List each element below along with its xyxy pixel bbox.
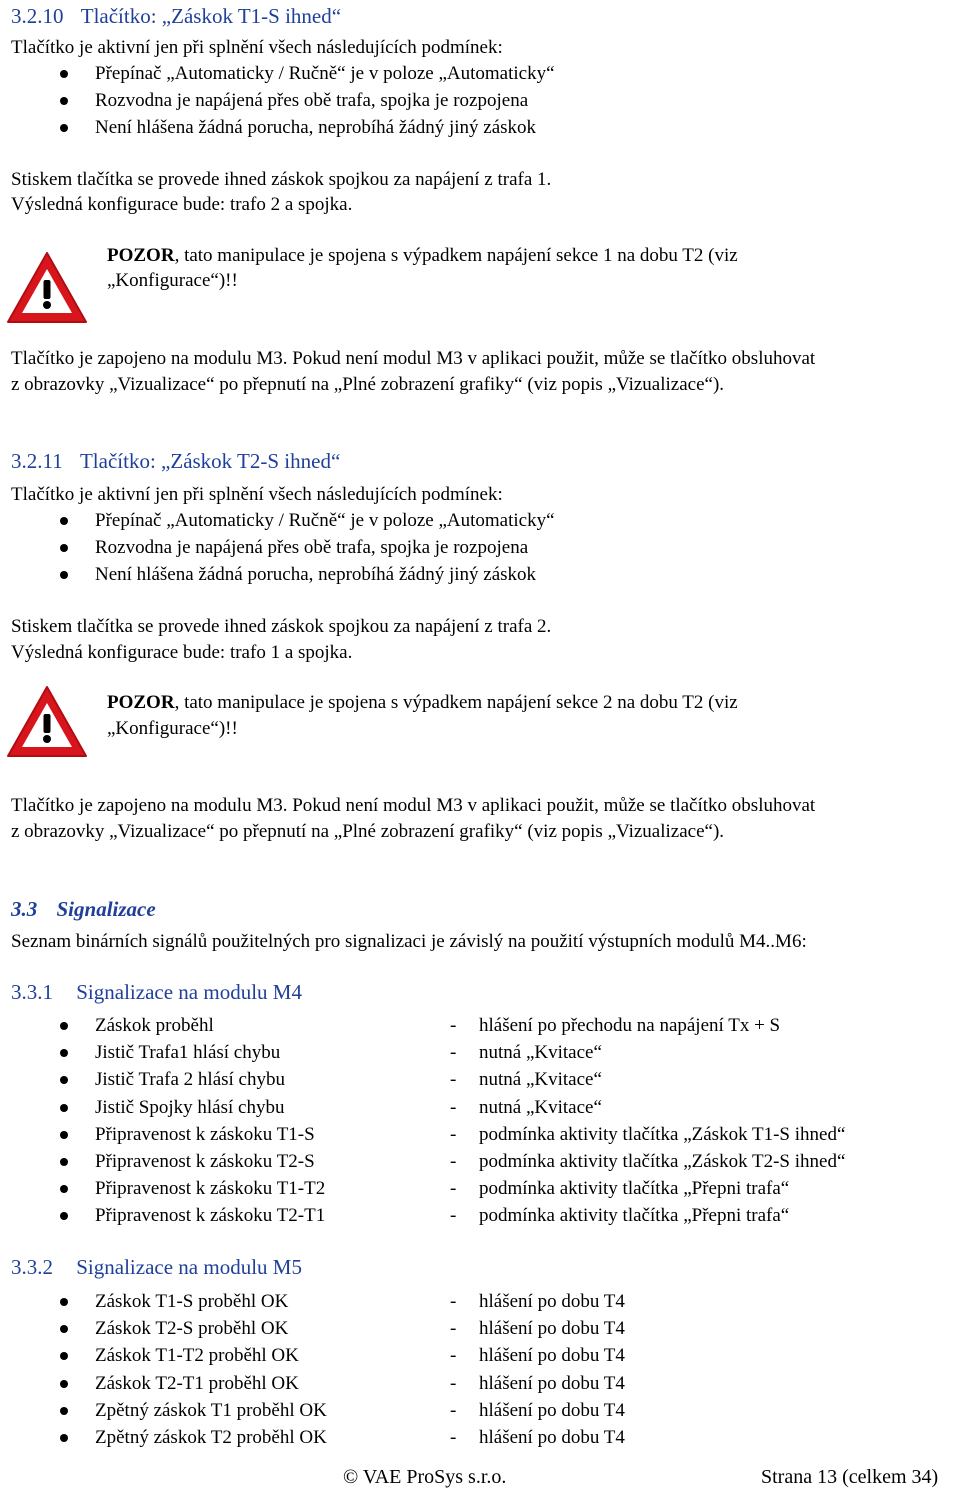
bullet [60,124,68,132]
signal-description: nutná „Kvitace“ [479,1069,602,1091]
section-heading-3-2-10 [11,3,341,29]
signal-name: Zpětný záskok T1 proběhl OK [95,1399,327,1421]
signal-description: hlášení po dobu T4 [479,1291,625,1312]
condition-item: Rozvodna je napájená přes obě trafa, spojka je rozpojena [95,90,529,111]
signal-dash: - [450,1123,457,1145]
signal-name: Jistič Trafa1 hlásí chybu [95,1042,281,1064]
bullet [60,1104,68,1112]
bullet [60,1434,68,1442]
bullet [60,1131,68,1139]
bullet [60,70,68,78]
section-number: 3.3 [11,897,38,921]
signals-intro: Seznam binárních signálů použitelných pro signalizaci je závislý na použití výstupních modulů M4..M6: [11,931,807,952]
signal-name: Připravenost k záskoku T2-S [95,1151,315,1172]
footer-page-number: Strana 13 (celkem 34) [761,1466,939,1488]
bullet [60,1049,68,1057]
warning-line-2: „Konfigurace“)!! [107,270,238,291]
signal-name: Záskok proběhl [95,1015,214,1036]
signal-dash: - [450,1069,457,1091]
warning-triangle-icon [5,250,89,326]
section-number: 3.3.2 [11,1255,53,1279]
signal-dash: - [450,1042,457,1064]
bullet [60,1380,68,1388]
signal-name: Jistič Spojky hlásí chybu [95,1096,285,1118]
signal-name: Připravenost k záskoku T2-T1 [95,1205,326,1227]
section-heading-3-2-11 [11,448,340,474]
signal-dash: - [450,1178,457,1200]
section-title: Signalizace [56,897,156,921]
signal-dash: - [450,1427,457,1448]
bullet [60,1298,68,1306]
signal-name: Zpětný záskok T2 proběhl OK [95,1427,327,1448]
result-configuration: Výsledná konfigurace bude: trafo 2 a spojka. [11,194,353,215]
section-number: 3.2.10 [11,4,64,28]
signal-dash: - [450,1096,457,1118]
warning-label: POZOR [107,245,175,266]
signal-description: podmínka aktivity tlačítka „Přepni trafa“ [479,1178,790,1200]
bullet [60,571,68,579]
condition-item: Není hlášena žádná porucha, neprobíhá žádný jiný záskok [95,117,537,138]
module-note-line-1: Tlačítko je zapojeno na modulu M3. Pokud není modul M3 v aplikaci použit, může se tlačítko obsluhovat [11,795,816,816]
bullet [60,1022,68,1030]
bullet [60,1158,68,1166]
bullet [60,1076,68,1084]
signal-description: hlášení po dobu T4 [479,1427,625,1448]
signal-name: Záskok T1-S proběhl OK [95,1291,289,1312]
signal-name: Připravenost k záskoku T1-T2 [95,1178,326,1200]
signal-description: hlášení po dobu T4 [479,1372,625,1394]
result-configuration: Výsledná konfigurace bude: trafo 1 a spojka. [11,642,353,663]
section-number: 3.3.1 [11,980,53,1004]
condition-item: Přepínač „Automaticky / Ručně“ je v poloze „Automaticky“ [95,63,555,84]
signal-name: Jistič Trafa 2 hlásí chybu [95,1069,285,1091]
section-number: 3.2.11 [11,449,63,473]
signal-name: Záskok T2-T1 proběhl OK [95,1372,299,1394]
signal-dash: - [450,1015,457,1036]
signal-description: hlášení po dobu T4 [479,1399,625,1421]
signal-name: Záskok T2-S proběhl OK [95,1318,289,1340]
section-title: Tlačítko: „Záskok T1-S ihned“ [80,4,342,28]
condition-item: Přepínač „Automaticky / Ručně“ je v poloze „Automaticky“ [95,510,555,531]
signal-dash: - [450,1151,457,1172]
module-note-line-2: z obrazovky „Vizualizace“ po přepnutí na „Plné zobrazení grafiky“ (viz popis „Vizualizace“). [11,821,725,842]
signal-description: nutná „Kvitace“ [479,1042,602,1064]
module-note-line-2: z obrazovky „Vizualizace“ po přepnutí na „Plné zobrazení grafiky“ (viz popis „Vizualizace“). [11,374,725,395]
bullet [60,1185,68,1193]
section-heading-3-3-2 [11,1254,302,1280]
signal-dash: - [450,1291,457,1312]
warning-label: POZOR [107,692,175,713]
bullet [60,1407,68,1415]
module-note-line-1: Tlačítko je zapojeno na modulu M3. Pokud není modul M3 v aplikaci použit, může se tlačítko obsluhovat [11,348,816,369]
footer-company: © VAE ProSys s.r.o. [343,1466,507,1488]
signal-description: podmínka aktivity tlačítka „Záskok T1-S ihned“ [479,1123,846,1145]
section-heading-3-3-1 [11,979,302,1005]
warning-triangle-icon [5,684,89,760]
conditions-intro: Tlačítko je aktivní jen při splnění všech následujících podmínek: [11,484,503,505]
result-text: Stiskem tlačítka se provede ihned záskok spojkou za napájení z trafa 1. [11,169,552,190]
condition-item: Není hlášena žádná porucha, neprobíhá žádný jiný záskok [95,564,537,585]
warning-line-1 [107,690,738,716]
signal-description: podmínka aktivity tlačítka „Přepni trafa“ [479,1205,790,1227]
warning-text: , tato manipulace je spojena s výpadkem napájení sekce 2 na dobu T2 (viz [174,692,738,713]
result-text: Stiskem tlačítka se provede ihned záskok spojkou za napájení z trafa 2. [11,616,552,637]
bullet [60,97,68,105]
warning-line-2: „Konfigurace“)!! [107,718,238,739]
bullet [60,1352,68,1360]
warning-text: , tato manipulace je spojena s výpadkem napájení sekce 1 na dobu T2 (viz [174,245,738,266]
signal-description: podmínka aktivity tlačítka „Záskok T2-S ihned“ [479,1151,846,1172]
signal-description: hlášení po přechodu na napájení Tx + S [479,1015,781,1036]
condition-item: Rozvodna je napájená přes obě trafa, spojka je rozpojena [95,537,529,558]
signal-dash: - [450,1399,457,1421]
bullet [60,1212,68,1220]
bullet [60,1325,68,1333]
section-heading-3-3 [11,896,156,922]
signal-description: nutná „Kvitace“ [479,1096,602,1118]
warning-line-1 [107,243,738,269]
signal-dash: - [450,1205,457,1227]
signal-description: hlášení po dobu T4 [479,1318,625,1340]
signal-description: hlášení po dobu T4 [479,1345,625,1367]
signal-dash: - [450,1318,457,1340]
section-title: Tlačítko: „Záskok T2-S ihned“ [79,449,341,473]
section-title: Signalizace na modulu M5 [76,1255,302,1279]
section-title: Signalizace na modulu M4 [76,980,302,1004]
signal-dash: - [450,1345,457,1367]
conditions-intro: Tlačítko je aktivní jen při splnění všech následujících podmínek: [11,37,503,58]
signal-name: Záskok T1-T2 proběhl OK [95,1345,299,1367]
bullet [60,544,68,552]
bullet [60,517,68,525]
signal-name: Připravenost k záskoku T1-S [95,1123,315,1145]
signal-dash: - [450,1372,457,1394]
